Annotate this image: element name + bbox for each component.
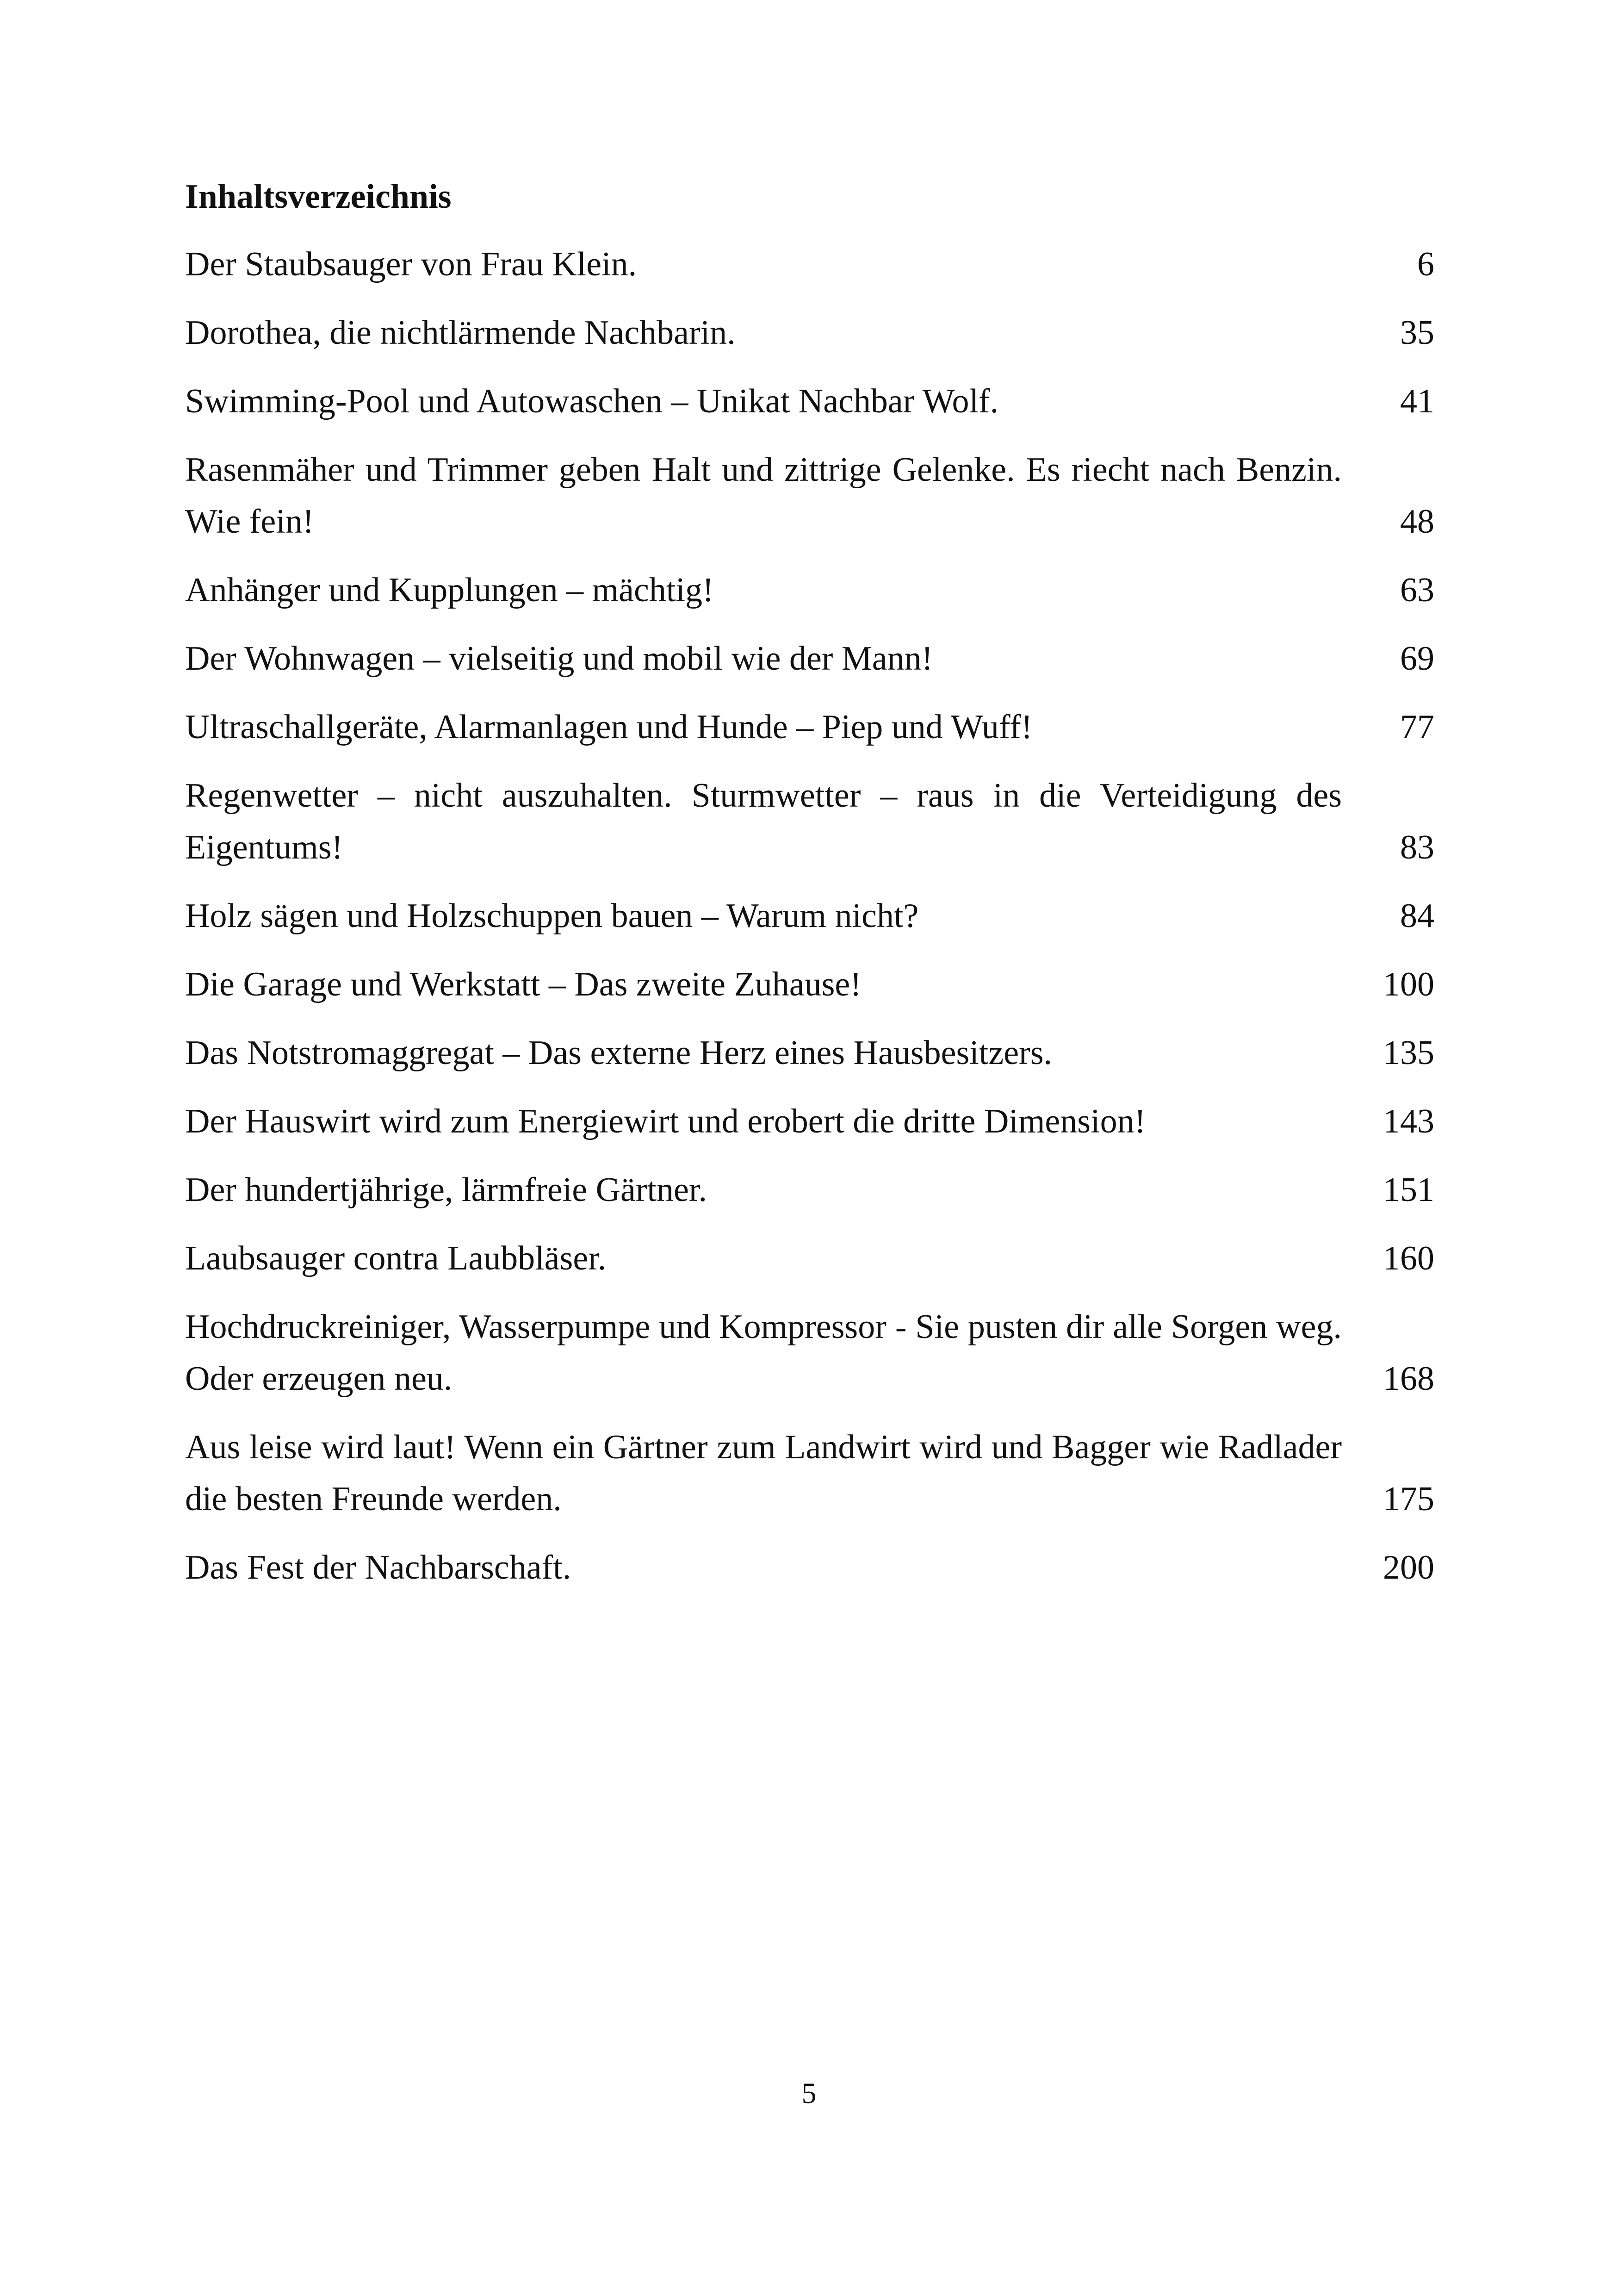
toc-entry[interactable] — [185, 1232, 1434, 1284]
toc-entry-title[interactable]: Der Hauswirt wird zum Energiewirt und erobert die dritte Dimension! — [185, 1102, 1146, 1140]
toc-entry[interactable] — [185, 1301, 1434, 1405]
toc-entry-page-number: 69 — [1400, 640, 1434, 678]
toc-entry-page-number: 35 — [1400, 314, 1434, 352]
toc-entry[interactable] — [185, 375, 1434, 427]
toc-entry[interactable] — [185, 444, 1434, 548]
toc-entry-page-number: 41 — [1400, 382, 1434, 420]
toc-entry[interactable] — [185, 238, 1434, 290]
toc-entry[interactable] — [185, 564, 1434, 616]
toc-entry[interactable] — [185, 890, 1434, 942]
toc-entry-title[interactable]: Holz sägen und Holzschuppen bauen – Warum nicht? — [185, 897, 919, 935]
toc-entry-title[interactable]: Hochdruckreiniger, Wasserpumpe und Kompressor - Sie pusten dir alle Sorgen weg. Oder erzeugen neu. — [185, 1308, 1342, 1398]
toc-entry-page-number: 200 — [1383, 1549, 1434, 1587]
toc-entry-title[interactable]: Die Garage und Werkstatt – Das zweite Zuhause! — [185, 965, 862, 1003]
page-number: 5 — [801, 2077, 817, 2109]
toc-entry-page-number: 168 — [1383, 1360, 1434, 1398]
toc-entry-page-number: 151 — [1383, 1171, 1434, 1209]
toc-entry-page-number: 48 — [1400, 503, 1434, 541]
toc-entry[interactable] — [185, 1095, 1434, 1147]
toc-entry[interactable] — [185, 958, 1434, 1010]
toc-entry-title[interactable]: Das Notstromaggregat – Das externe Herz eines Hausbesitzers. — [185, 1034, 1052, 1072]
toc-entry-page-number: 135 — [1383, 1034, 1434, 1072]
toc-entry-title[interactable]: Aus leise wird laut! Wenn ein Gärtner zum Landwirt wird und Bagger wie Radlader die besten Freunde werden. — [185, 1428, 1342, 1518]
toc-entry-title[interactable]: Laubsauger contra Laubbläser. — [185, 1239, 607, 1277]
toc-entry-title[interactable]: Der hundertjährige, lärmfreie Gärtner. — [185, 1171, 707, 1209]
toc-entry-page-number: 83 — [1400, 828, 1434, 866]
toc-entry-page-number: 84 — [1400, 897, 1434, 935]
toc-entry-title[interactable]: Das Fest der Nachbarschaft. — [185, 1549, 571, 1587]
toc-entry-page-number: 160 — [1383, 1239, 1434, 1277]
toc-entry[interactable] — [185, 1164, 1434, 1216]
table-of-contents — [185, 171, 1434, 1610]
toc-entry[interactable] — [185, 633, 1434, 684]
toc-entry[interactable] — [185, 770, 1434, 873]
toc-entry-title[interactable]: Regenwetter – nicht auszuhalten. Sturmwetter – raus in die Verteidigung des Eigentums! — [185, 777, 1342, 866]
toc-heading: Inhaltsverzeichnis — [185, 178, 452, 216]
toc-list — [185, 238, 1434, 1593]
toc-entry-title[interactable]: Ultraschallgeräte, Alarmanlagen und Hunde – Piep und Wuff! — [185, 708, 1033, 746]
toc-entry[interactable] — [185, 1421, 1434, 1525]
toc-entry[interactable] — [185, 1027, 1434, 1079]
toc-entry-title[interactable]: Anhänger und Kupplungen – mächtig! — [185, 571, 714, 609]
toc-entry-title[interactable]: Der Staubsauger von Frau Klein. — [185, 245, 637, 283]
toc-entry[interactable] — [185, 701, 1434, 753]
toc-entry-title[interactable]: Der Wohnwagen – vielseitig und mobil wie der Mann! — [185, 640, 933, 678]
toc-entry[interactable] — [185, 307, 1434, 359]
toc-entry-page-number: 6 — [1417, 245, 1434, 283]
toc-entry-page-number: 77 — [1400, 708, 1434, 746]
toc-entry-page-number: 63 — [1400, 571, 1434, 609]
toc-entry-title[interactable]: Dorothea, die nichtlärmende Nachbarin. — [185, 314, 736, 352]
toc-entry-title[interactable]: Rasenmäher und Trimmer geben Halt und zittrige Gelenke. Es riecht nach Benzin. Wie fein! — [185, 451, 1342, 541]
toc-entry-page-number: 100 — [1383, 965, 1434, 1003]
toc-entry-title[interactable]: Swimming-Pool und Autowaschen – Unikat Nachbar Wolf. — [185, 382, 999, 420]
toc-entry-page-number: 175 — [1383, 1480, 1434, 1518]
toc-entry-page-number: 143 — [1383, 1102, 1434, 1140]
toc-entry[interactable] — [185, 1542, 1434, 1593]
